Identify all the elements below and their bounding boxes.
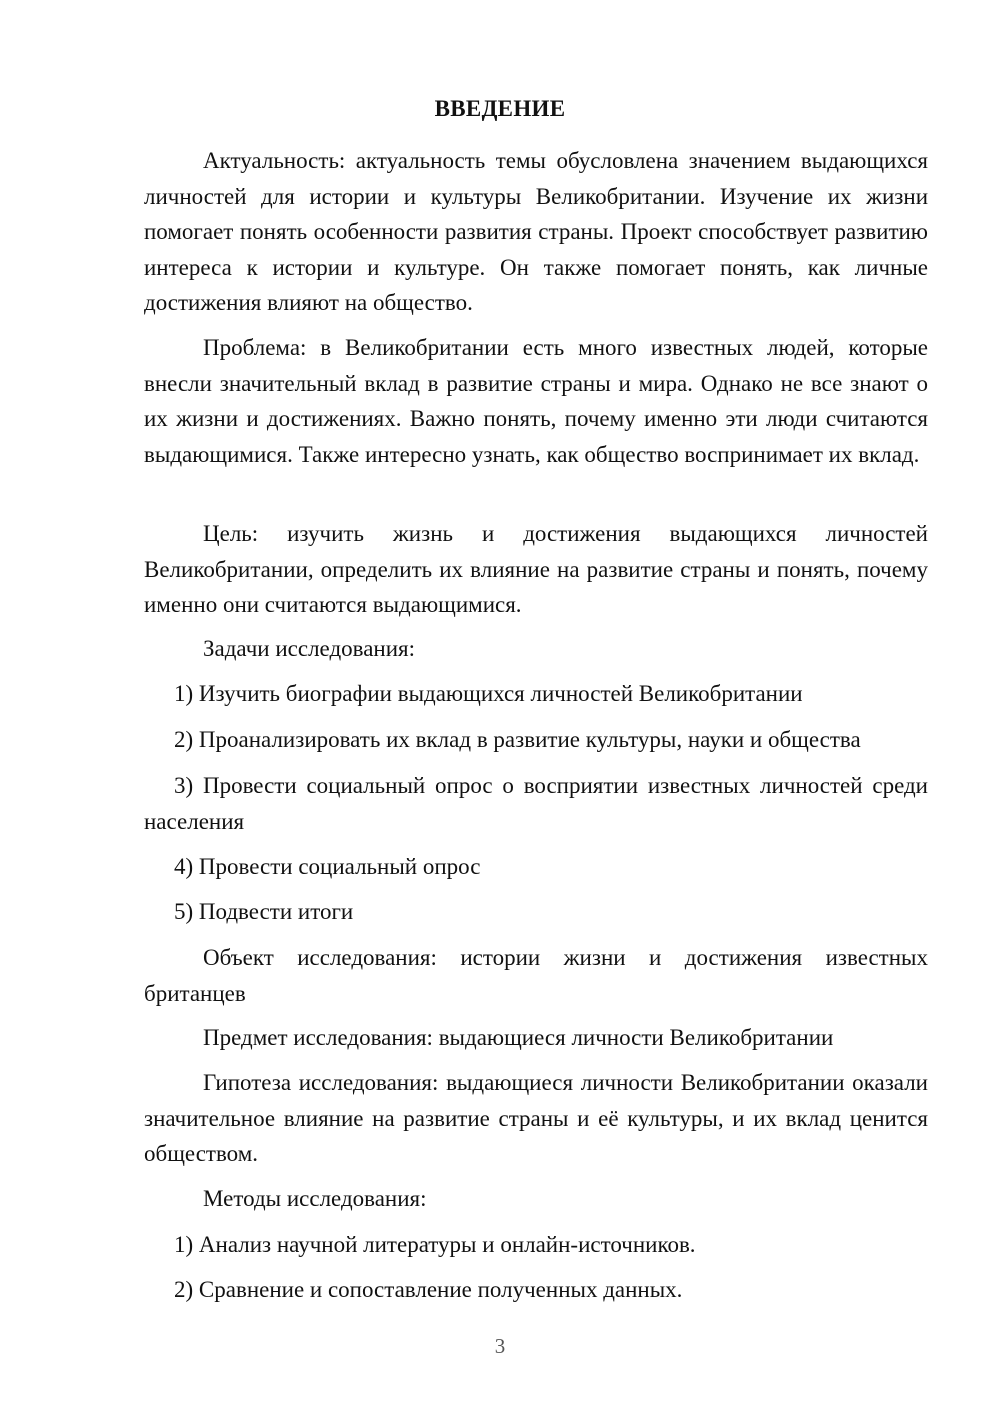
list-item-task-2: 2) Проанализировать их вклад в развитие культуры, науки и общества xyxy=(174,727,861,752)
page-number: 3 xyxy=(494,1334,506,1358)
list-item-task-5: 5) Подвести итоги xyxy=(174,899,354,924)
list-item-method-1: 1) Анализ научной литературы и онлайн-источников. xyxy=(174,1232,696,1257)
list-item-task-1: 1) Изучить биографии выдающихся личностей Великобритании xyxy=(174,681,803,706)
paragraph-hypothesis: Гипотеза исследования: выдающиеся личности Великобритании оказали значительное влияние на развитие страны и её культуры, и их вклад ценится обществом. xyxy=(144,1070,928,1166)
list-item-method-2: 2) Сравнение и сопоставление полученных данных. xyxy=(174,1277,683,1302)
list-item-task-3: 3) Провести социальный опрос о восприятии известных личностей среди населения xyxy=(144,773,928,834)
tasks-heading: Задачи исследования: xyxy=(203,636,416,661)
paragraph-object: Объект исследования: истории жизни и достижения известных британцев xyxy=(144,945,928,1006)
page-title: ВВЕДЕНИЕ xyxy=(434,96,566,121)
paragraph-goal: Цель: изучить жизнь и достижения выдающихся личностей Великобритании, определить их влияние на развитие страны и понять, почему именно они считаются выдающимися. xyxy=(144,521,928,617)
paragraph-problem: Проблема: в Великобритании есть много известных людей, которые внесли значительный вклад в развитие страны и мира. Однако не все знают о их жизни и достижениях. Важно понять, почему именно эти люди считаются выдающимися. Также интересно узнать, как общество воспринимает их вклад. xyxy=(144,335,928,467)
methods-heading: Методы исследования: xyxy=(203,1186,427,1211)
paragraph-relevance: Актуальность: актуальность темы обусловлена значением выдающихся личностей для истории и культуры Великобритании. Изучение их жизни помогает понять особенности развития страны. Проект способствует развитию интереса к истории и культуре. Он также помогает понять, как личные достижения влияют на общество. xyxy=(144,148,928,315)
list-item-task-4: 4) Провести социальный опрос xyxy=(174,854,481,879)
paragraph-subject: Предмет исследования: выдающиеся личности Великобритании xyxy=(203,1025,834,1050)
